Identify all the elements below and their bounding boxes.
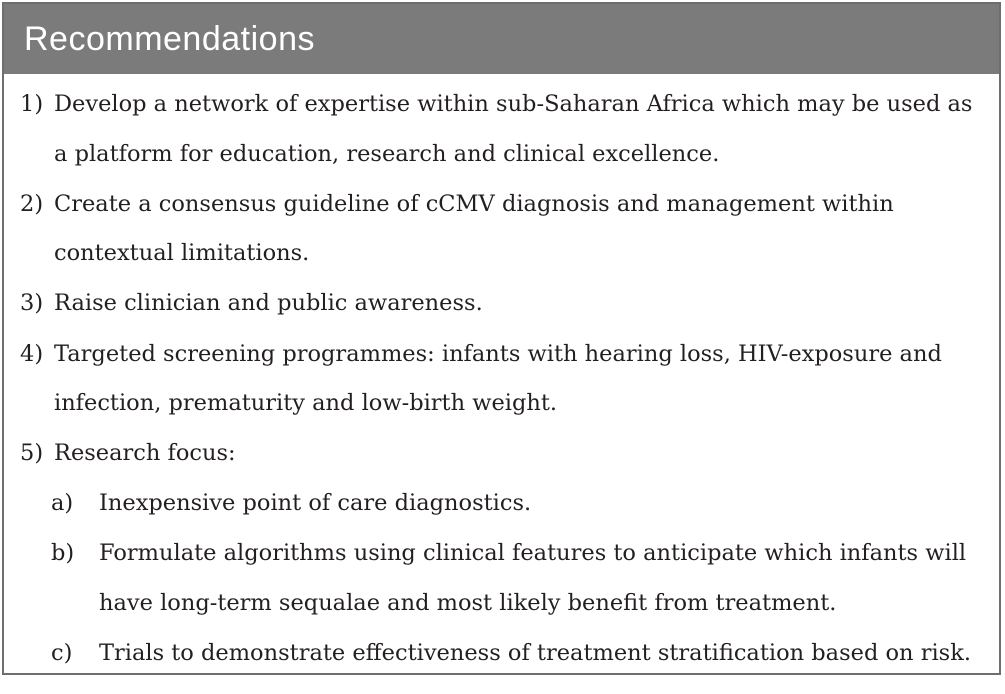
- item-text: Create a consensus guideline of cCMV diagnosis and management within: [54, 191, 894, 217]
- sub-item-text: Formulate algorithms using clinical features to anticipate which infants will: [99, 540, 967, 566]
- sub-list-item-continuation: [4, 588, 999, 618]
- item-number: 5): [20, 440, 44, 466]
- sub-item-letter: a): [51, 490, 74, 516]
- sub-item-text: have long-term sequalae and most likely benefit from treatment.: [99, 590, 837, 616]
- item-text: infection, prematurity and low-birth weight.: [54, 390, 558, 416]
- list-item: [4, 189, 999, 219]
- sub-item-letter: b): [51, 540, 75, 566]
- list-item-continuation: [4, 139, 999, 169]
- sub-item-letter: c): [51, 640, 73, 666]
- item-text: Targeted screening programmes: infants with hearing loss, HIV-exposure and: [54, 341, 942, 367]
- header-title: Recommendations: [24, 19, 315, 58]
- recommendations-box: [2, 2, 1001, 675]
- item-number: 1): [20, 91, 44, 117]
- sub-list-item: [4, 638, 999, 668]
- sub-item-text: Inexpensive point of care diagnostics.: [99, 490, 532, 516]
- sub-list-item: [4, 538, 999, 568]
- item-number: 3): [20, 290, 44, 316]
- list-item: [4, 288, 999, 318]
- item-text: a platform for education, research and clinical excellence.: [54, 141, 720, 167]
- list-item: [4, 89, 999, 119]
- item-text: Raise clinician and public awareness.: [54, 290, 483, 316]
- item-text: contextual limitations.: [54, 240, 310, 266]
- header-bar: [4, 4, 999, 74]
- list-item: [4, 438, 999, 468]
- item-text: Develop a network of expertise within sub-Saharan Africa which may be used as: [54, 91, 973, 117]
- sub-item-text: Trials to demonstrate effectiveness of treatment stratification based on risk.: [99, 640, 971, 666]
- list-item: [4, 339, 999, 369]
- list-item-continuation: [4, 388, 999, 418]
- item-number: 2): [20, 191, 44, 217]
- item-text: Research focus:: [54, 440, 236, 466]
- sub-list-item: [4, 488, 999, 518]
- item-number: 4): [20, 341, 44, 367]
- list-item-continuation: [4, 238, 999, 268]
